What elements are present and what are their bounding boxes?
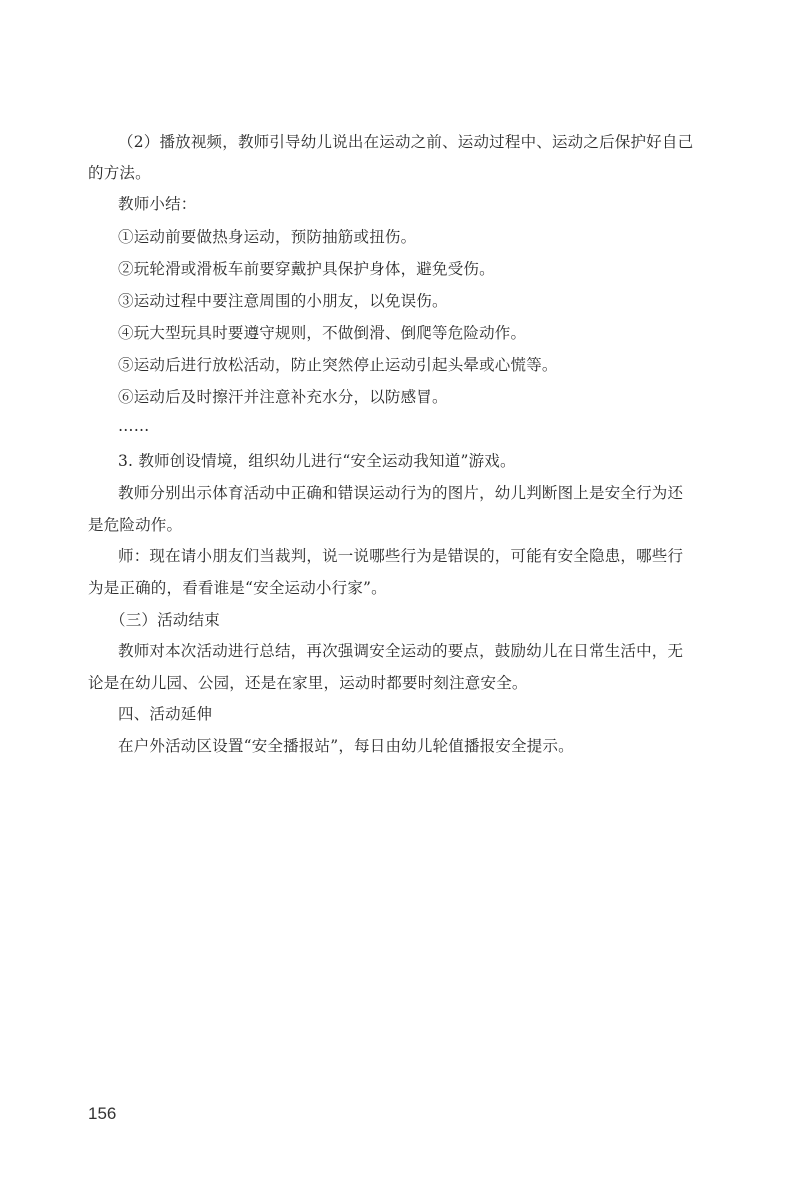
paragraph-line: 师：现在请小朋友们当裁判，说一说哪些行为是错误的，可能有安全隐患，哪些行 [118, 547, 684, 565]
list-item: ④玩大型玩具时要遵守规则，不做倒滑、倒爬等危险动作。 [118, 324, 527, 342]
ellipsis: …… [118, 417, 150, 435]
paragraph-line: 是危险动作。 [88, 516, 183, 534]
paragraph-line: 的方法。 [88, 164, 151, 182]
paragraph-line: （2）播放视频，教师引导幼儿说出在运动之前、运动过程中、运动之后保护好自己 [118, 133, 694, 151]
paragraph-line: 教师分别出示体育活动中正确和错误运动行为的图片，幼儿判断图上是安全行为还 [118, 484, 684, 502]
list-item: ⑤运动后进行放松活动，防止突然停止运动引起头晕或心慌等。 [118, 356, 558, 374]
list-item: ②玩轮滑或滑板车前要穿戴护具保护身体，避免受伤。 [118, 260, 495, 278]
list-item: ⑥运动后及时擦汗并注意补充水分，以防感冒。 [118, 388, 448, 406]
list-item: ①运动前要做热身运动，预防抽筋或扭伤。 [118, 228, 417, 246]
list-item: ③运动过程中要注意周围的小朋友，以免误伤。 [118, 292, 448, 310]
paragraph-line: 在户外活动区设置“安全播报站”，每日由幼儿轮值播报安全提示。 [118, 737, 574, 755]
page-number: 156 [88, 1104, 117, 1123]
paragraph-line: 教师对本次活动进行总结，再次强调安全运动的要点，鼓励幼儿在日常生活中，无 [118, 642, 684, 660]
paragraph-line: 为是正确的，看看谁是“安全运动小行家”。 [88, 579, 387, 597]
paragraph-line: 论是在幼儿园、公园，还是在家里，运动时都要时刻注意安全。 [88, 674, 528, 692]
section-heading: 四、活动延伸 [118, 705, 213, 723]
section-heading: 教师小结： [118, 195, 197, 213]
section-heading: （三）活动结束 [110, 611, 220, 629]
paragraph-line: 3. 教师创设情境，组织幼儿进行“安全运动我知道”游戏。 [118, 452, 516, 470]
